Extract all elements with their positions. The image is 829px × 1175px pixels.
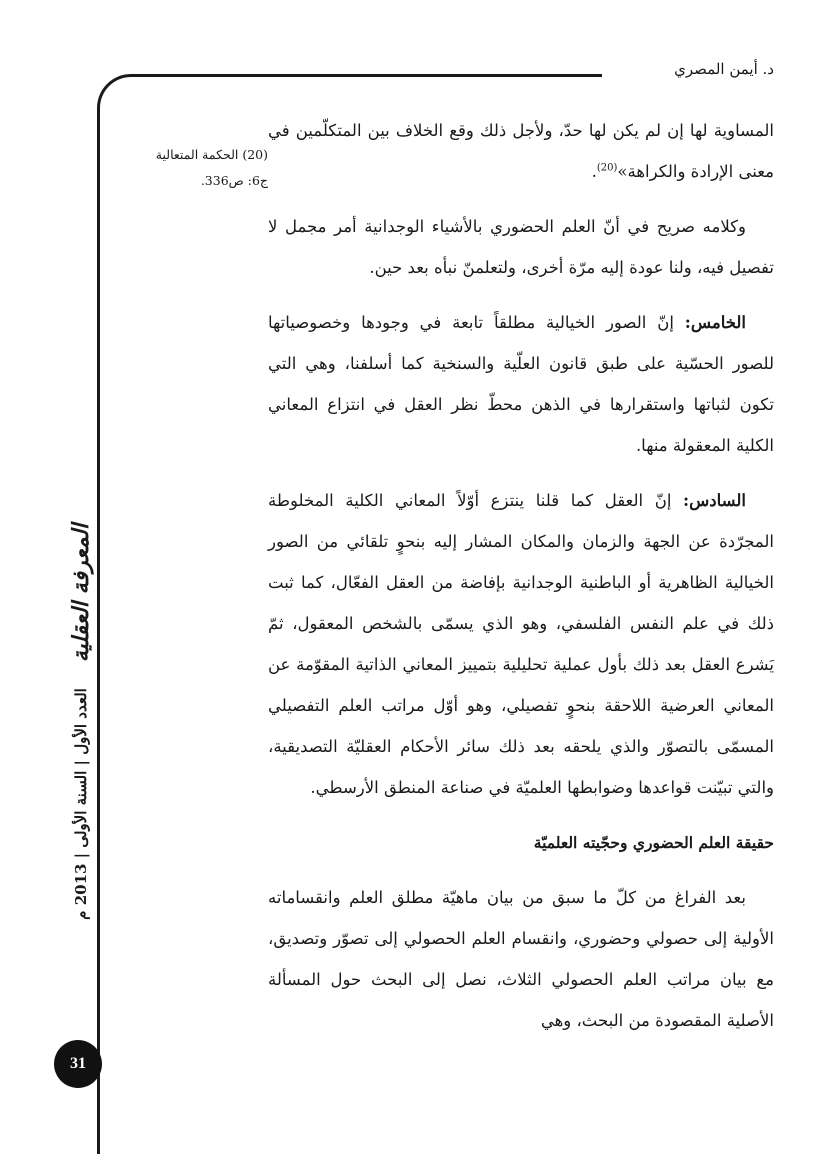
paragraph-text: المساوية لها إن لم يكن لها حدّ، ولأجل ذلك وقع الخلاف بين المتكلّمين في معنى الإرادة والكراهة» bbox=[268, 121, 774, 181]
paragraph bbox=[268, 110, 774, 192]
section-heading: حقيقة العلم الحضوري وحجّيته العلميّة bbox=[533, 833, 774, 852]
point-label: الخامس: bbox=[684, 313, 746, 332]
paragraph bbox=[268, 302, 774, 466]
paragraph-text: إنّ العقل كما قلنا ينتزع أوّلاً المعاني الكلية المخلوطة المجرّدة عن الجهة والزمان والمكان المشار إليه بنحوٍ تلقائي من الصور الخيالية الظاهرية أو الباطنية الوجدانية بإفاضة من العقل الفعّال، كما ثبت ذلك في علم النفس الفلسفي، وهو الذي يسمّى بالشخص المعقول، ثمّ يَشرع العقل بعد ذلك بأول عملية تحليلية بتمييز المعاني الذاتية المقوّمة عن المعاني العرضية اللاحقة بنحوٍ تفصيلي، وهو أوّل مراتب العلم التفصيلي المسمّى بالتصوّر والذي يلحقه بعد ذلك سائر الأحكام العقليّة التصديقية، والتي تبيّنت قواعدها وضوابطها العلميّة في صناعة المنطق الأرسطي. bbox=[268, 491, 774, 797]
page-number-badge: 31 bbox=[54, 1040, 102, 1088]
footnote-line: (20) الحكمة المتعالية bbox=[155, 147, 268, 162]
paragraph bbox=[268, 480, 774, 808]
paragraph-text: إنّ الصور الخيالية مطلقاً تابعة في وجودها وخصوصياتها للصور الحسّية على طبق قانون العلّية والسنخية كما أسلفنا، وهي التي تكون لثباتها واستقرارها في الذهن محطّ نظر العقل في انتزاع المعاني الكلية المعقولة منها. bbox=[268, 313, 774, 455]
body-text bbox=[268, 110, 774, 1041]
footnote bbox=[118, 142, 268, 194]
side-banner bbox=[38, 523, 124, 950]
paragraph-text-end: . bbox=[591, 162, 597, 181]
point-label: السادس: bbox=[683, 491, 746, 510]
paragraph: وكلامه صريح في أنّ العلم الحضوري بالأشياء الوجدانية أمر مجمل لا تفصيل فيه، ولنا عودة إليه مرّة أخرى، ولتعلمنّ نبأه بعد حين. bbox=[268, 217, 774, 277]
paragraph: بعد الفراغ من كلّ ما سبق من بيان ماهيّة مطلق العلم وانقساماته الأولية إلى حصولي وحضوري، وانقسام العلم الحصولي إلى تصوّر وتصديق، مع بيان مراتب العلم الحصولي الثلاث، نصل إلى البحث حول المسألة الأصلية المقصودة من البحث، وهي bbox=[268, 888, 774, 1030]
footnote-reference[interactable]: (20) bbox=[596, 162, 618, 174]
footnote-line: ج6: ص336. bbox=[200, 173, 268, 188]
author-running-head: د. أيمن المصري bbox=[674, 60, 774, 78]
issue-info: العدد الأول | السنة الأولى | 2013 م bbox=[72, 688, 90, 920]
journal-logo: المعرفة العقلية bbox=[68, 523, 94, 663]
